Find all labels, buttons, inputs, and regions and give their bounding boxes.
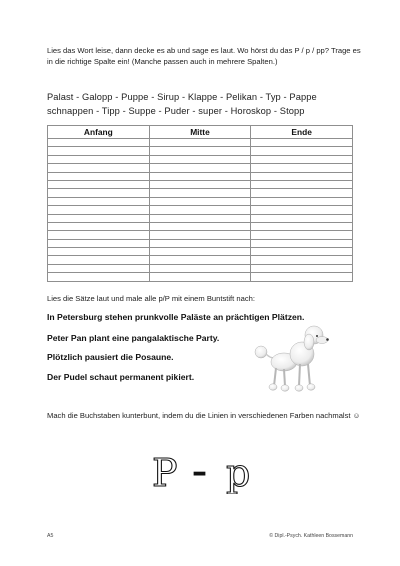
table-cell	[251, 147, 353, 155]
table-cell	[251, 139, 353, 147]
table-cell	[149, 189, 251, 197]
table-cell	[48, 147, 150, 155]
table-cell	[251, 256, 353, 264]
table-cell	[149, 231, 251, 239]
table-cell	[251, 172, 353, 180]
table-row	[48, 256, 353, 264]
sentence-4: Der Pudel schaut permanent pikiert.	[47, 372, 195, 382]
table-cell	[251, 214, 353, 222]
column-header-mitte: Mitte	[149, 126, 251, 139]
sentence-3: Plötzlich pausiert die Posaune.	[47, 352, 174, 362]
table-cell	[251, 180, 353, 188]
instruction-text: Lies das Wort leise, dann decke es ab und sage es laut. Wo hörst du das P / p / pp? Trage es in die richtige Spalte ein! (Manche passen auch in mehrere Spalten.)	[47, 46, 361, 66]
sorting-table	[47, 125, 353, 282]
table-cell	[149, 214, 251, 222]
table-cell	[48, 164, 150, 172]
table-cell	[149, 180, 251, 188]
dash-symbol: –	[192, 455, 207, 490]
table-cell	[149, 164, 251, 172]
table-cell	[251, 164, 353, 172]
column-header-ende: Ende	[251, 126, 353, 139]
table-row	[48, 214, 353, 222]
table-row	[48, 189, 353, 197]
table-cell	[149, 206, 251, 214]
table-body	[48, 139, 353, 282]
table-cell	[48, 139, 150, 147]
table-cell	[149, 239, 251, 247]
table-row	[48, 164, 353, 172]
table-cell	[48, 222, 150, 230]
outlined-lowercase-p: p	[226, 451, 251, 494]
table-cell	[251, 189, 353, 197]
table-cell	[251, 239, 353, 247]
table-cell	[149, 155, 251, 163]
table-row	[48, 180, 353, 188]
table-cell	[149, 256, 251, 264]
table-cell	[149, 172, 251, 180]
table-row	[48, 239, 353, 247]
outlined-letters	[150, 450, 270, 494]
table-row	[48, 206, 353, 214]
word-list-row-2: schnappen - Tipp - Suppe - Puder - super - Horoskop - Stopp	[47, 106, 305, 116]
table-cell	[48, 264, 150, 272]
table-cell	[251, 264, 353, 272]
table-cell	[149, 197, 251, 205]
table-cell	[48, 197, 150, 205]
table-cell	[48, 206, 150, 214]
table-row	[48, 264, 353, 272]
table-cell	[149, 248, 251, 256]
table-row	[48, 222, 353, 230]
table-cell	[48, 231, 150, 239]
table-cell	[149, 139, 251, 147]
table-row	[48, 197, 353, 205]
table-cell	[251, 155, 353, 163]
table-cell	[48, 214, 150, 222]
table-cell	[251, 197, 353, 205]
copyright-notice: © Dipl.-Psych. Kathleen Bossemann	[269, 533, 353, 539]
table-cell	[149, 273, 251, 281]
sentence-1: In Petersburg stehen prunkvolle Paläste an prächtigen Plätzen.	[47, 312, 305, 322]
table-header-row	[48, 126, 353, 139]
table-row	[48, 139, 353, 147]
table-cell	[48, 189, 150, 197]
page-number: A5	[47, 533, 54, 539]
table-cell	[48, 172, 150, 180]
table-row	[48, 155, 353, 163]
table-cell	[251, 222, 353, 230]
sentence-2: Peter Pan plant eine pangalaktische Party.	[47, 333, 220, 343]
table-cell	[48, 248, 150, 256]
table-cell	[48, 180, 150, 188]
outlined-capital-p: P	[152, 451, 178, 494]
table-cell	[251, 206, 353, 214]
table-cell	[48, 273, 150, 281]
table-row	[48, 147, 353, 155]
table-cell	[251, 231, 353, 239]
table-row	[48, 248, 353, 256]
sentences-instruction: Lies die Sätze laut und male alle p/P mit einem Buntstift nach:	[47, 294, 255, 303]
table-cell	[251, 273, 353, 281]
table-row	[48, 273, 353, 281]
table-cell	[48, 256, 150, 264]
poodle-illustration	[252, 318, 338, 394]
table-cell	[149, 264, 251, 272]
table-cell	[48, 155, 150, 163]
table-cell	[48, 239, 150, 247]
coloring-instruction: Mach die Buchstaben kunterbunt, indem du die Linien in verschiedenen Farben nachmalst ☺	[47, 411, 361, 420]
column-header-anfang: Anfang	[48, 126, 150, 139]
table-row	[48, 172, 353, 180]
table-cell	[149, 222, 251, 230]
table-cell	[149, 147, 251, 155]
word-list-row-1: Palast - Galopp - Puppe - Sirup - Klappe - Pelikan - Typ - Pappe	[47, 92, 317, 102]
table-cell	[251, 248, 353, 256]
table-row	[48, 231, 353, 239]
